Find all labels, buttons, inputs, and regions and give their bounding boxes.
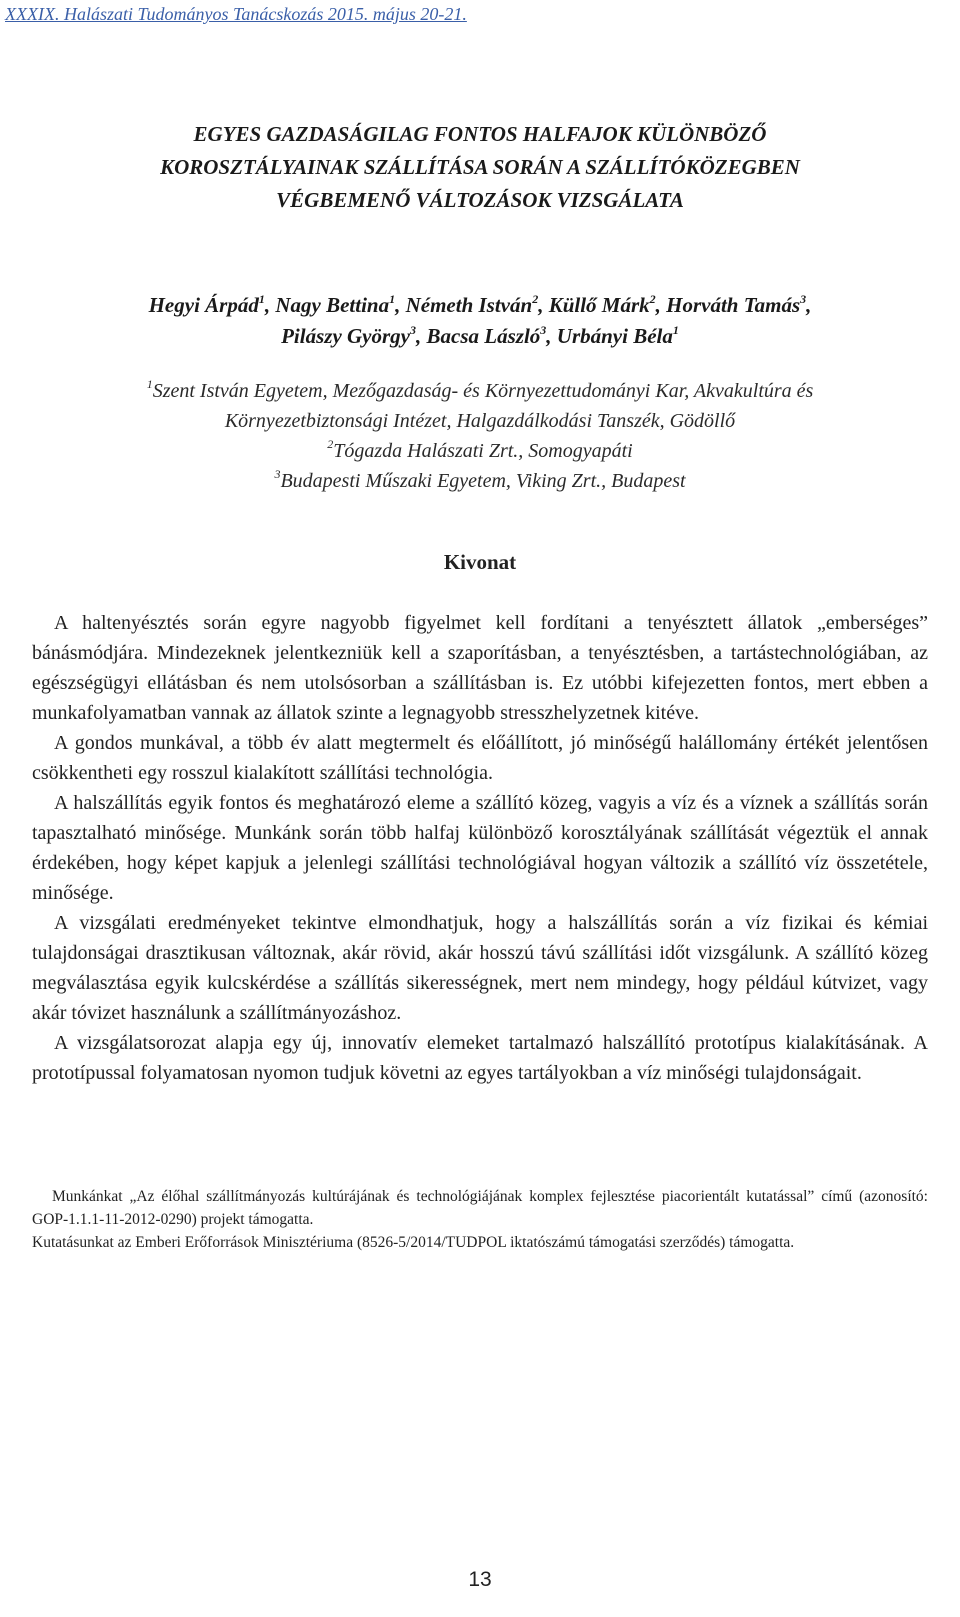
affiliation-2 xyxy=(0,436,960,466)
page-number: 13 xyxy=(468,1568,492,1591)
author-line: Hegyi Árpád$^1$, Nagy Bettina$^1$, Németh István$^2$, Küllő Márk$^2$, Horváth Tamás$^3$, xyxy=(148,292,812,317)
author-name: Németh István xyxy=(405,293,533,317)
conference-header: XXXIX. Halászati Tudományos Tanácskozás 2015. május 20-21. xyxy=(5,4,467,24)
title-line: KOROSZTÁLYAINAK SZÁLLÍTÁSA SORÁN A SZÁLLÍTÓKÖZEGBEN xyxy=(160,155,800,179)
acknowledgement-funding: Munkánkat „Az élőhal szállítmányozás kultúrájának és technológiájának komplex fejlesztése piacorientált kutatással” című (azonosító: GOP-1.1.1-11-2012-0290) projekt támogatta. xyxy=(32,1188,928,1228)
author-affiliation-mark: 3 xyxy=(800,292,807,306)
author-name: Pilászy György xyxy=(281,324,411,348)
author-name: Hegyi Árpád xyxy=(148,293,259,317)
abstract-body xyxy=(32,608,928,1088)
author-list xyxy=(0,290,960,352)
abstract-paragraph: A vizsgálatsorozat alapja egy új, innovatív elemeket tartalmazó halszállító prototípus kialakításának. A prototípussal folyamatosan nyomon tudjuk követni az egyes tartályokban a víz minőségi tulajdonságait. xyxy=(32,1032,928,1084)
abstract-paragraph: A halszállítás egyik fontos és meghatározó eleme a szállító közeg, vagyis a víz és a víznek a szállítás során tapasztalható minősége. Munkánk során több halfaj különböző korosztályának szállítását végeztük el annak érdekében, hogy képet kapjuk a jelenlegi szállítási technológiával hogyan változik a szállító víz összetétele, minősége. xyxy=(32,792,928,904)
affiliation-1 xyxy=(0,376,960,406)
affiliation-text: Szent István Egyetem, Mezőgazdaság- és Környezettudományi Kar, Akvakultúra és xyxy=(152,380,814,402)
author-name: Bacsa László xyxy=(426,324,541,348)
author-affiliation-mark: 3 xyxy=(410,323,417,337)
title-line: VÉGBEMENŐ VÁLTOZÁSOK VIZSGÁLATA xyxy=(276,188,684,212)
title-line: EGYES GAZDASÁGILAG FONTOS HALFAJOK KÜLÖNBÖZŐ xyxy=(193,122,767,146)
acknowledgements xyxy=(32,1185,928,1254)
affiliation-3 xyxy=(0,466,960,496)
affiliation-number: 3 xyxy=(274,467,281,482)
affiliation-list xyxy=(0,376,960,496)
author-name: Horváth Tamás xyxy=(666,293,801,317)
author-name: Urbányi Béla xyxy=(556,324,673,348)
author-line: Pilászy György$^3$, Bacsa László$^3$, Urbányi Béla$^1$ xyxy=(281,323,679,348)
author-affiliation-mark: 2 xyxy=(649,292,656,306)
affiliation-text: Budapesti Műszaki Egyetem, Viking Zrt., Budapest xyxy=(280,470,686,492)
affiliation-number: 1 xyxy=(146,377,153,392)
abstract-paragraph: A haltenyésztés során egyre nagyobb figyelmet kell fordítani a tenyésztett állatok „emberséges” bánásmódjára. Mindezeknek jelentkezniük kell a szaporításban, a tenyésztésben, a tartástechnológiában, az egészségügyi ellátásban és nem utolsósorban a szállításban is. Ez utóbbi kifejezetten fontos, mert ebben a munkafolyamatban vannak az állatok szinte a legnagyobb stresszhelyzetnek kitéve. xyxy=(32,612,928,724)
author-affiliation-mark: 1 xyxy=(672,323,679,337)
affiliation-text: Tógazda Halászati Zrt., Somogyapáti xyxy=(333,440,633,462)
acknowledgement-ministry: Kutatásunkat az Emberi Erőforrások Minisztériuma (8526-5/2014/TUDPOL iktatószámú támogatási szerződés) támogatta. xyxy=(32,1234,795,1251)
author-affiliation-mark: 1 xyxy=(258,292,265,306)
abstract-heading: Kivonat xyxy=(443,550,517,574)
affiliation-number: 2 xyxy=(327,437,334,452)
author-affiliation-mark: 3 xyxy=(540,323,547,337)
paper-title xyxy=(0,118,960,217)
author-affiliation-mark: 2 xyxy=(532,292,539,306)
author-name: Küllő Márk xyxy=(548,293,650,317)
author-name: Nagy Bettina xyxy=(275,293,390,317)
abstract-paragraph: A gondos munkával, a több év alatt megtermelt és előállított, jó minőségű halállomány értékét jelentősen csökkentheti egy rosszul kialakított szállítási technológia. xyxy=(32,732,928,784)
affiliation-1-cont: Környezetbiztonsági Intézet, Halgazdálkodási Tanszék, Gödöllő xyxy=(224,410,736,432)
abstract-paragraph: A vizsgálati eredményeket tekintve elmondhatjuk, hogy a halszállítás során a víz fizikai és kémiai tulajdonságai drasztikusan változnak, akár rövid, akár hosszú távú szállítási időt vizsgálunk. A szállító közeg megválasztása egyik kulcskérdése a szállítás sikerességnek, mert nem mindegy, hogy például kútvizet, vagy akár tóvizet használunk a szállítmányozáshoz. xyxy=(32,912,928,1024)
author-affiliation-mark: 1 xyxy=(389,292,396,306)
